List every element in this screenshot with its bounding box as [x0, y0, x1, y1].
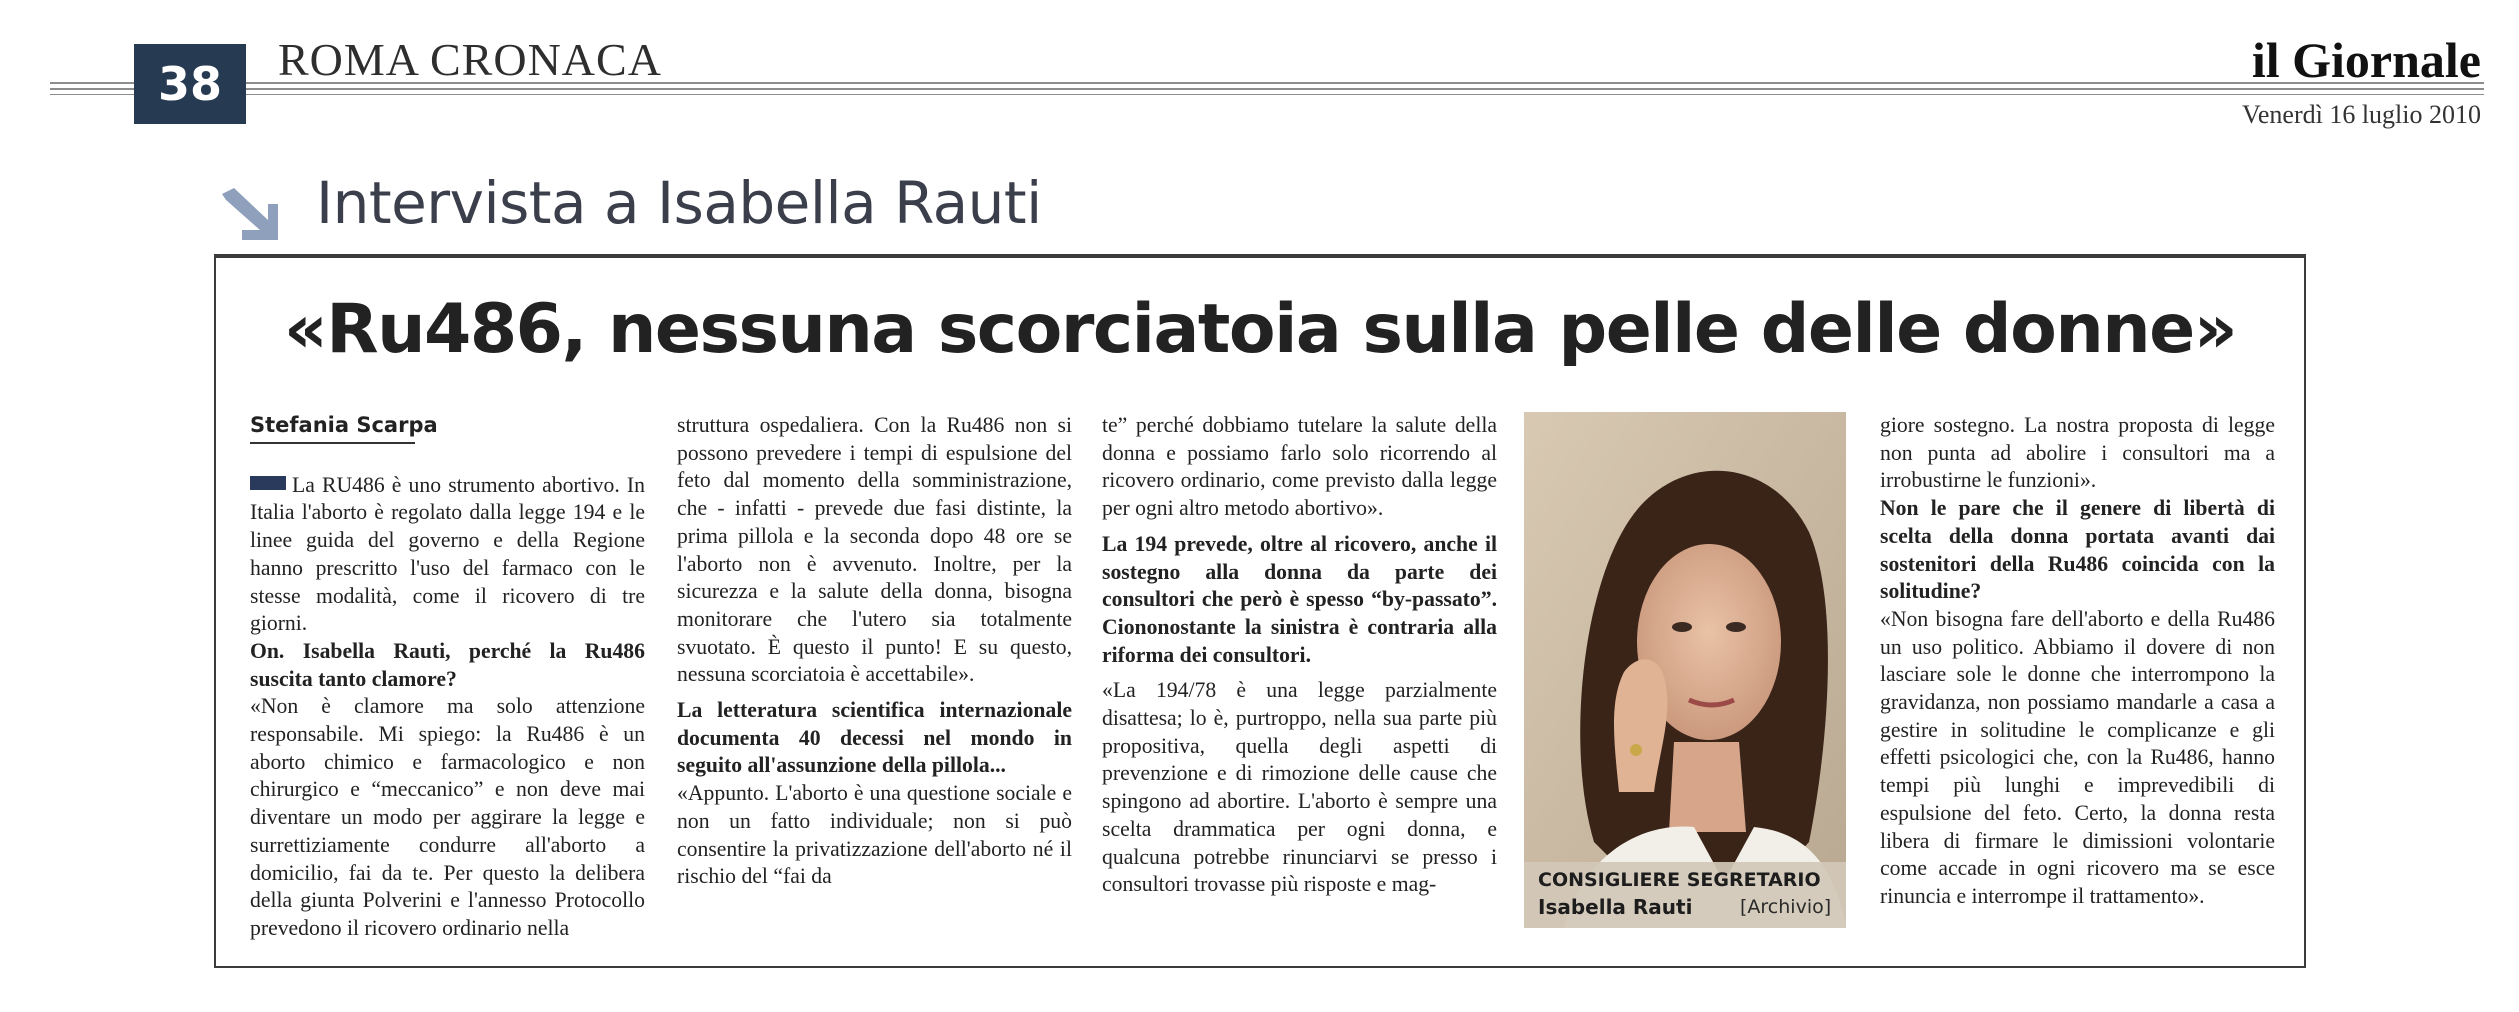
lead-marker — [250, 476, 286, 490]
article-headline: «Ru486, nessuna scorciatoia sulla pelle delle donne» — [283, 290, 2237, 369]
issue-date: Venerdì 16 luglio 2010 — [2241, 100, 2481, 129]
question-1: On. Isabella Rauti, perché la Ru486 suscita tanto clamore? — [250, 638, 645, 691]
answer-4: «Non bisogna fare dell'aborto e della Ru486 un uso politico. Abbiamo il dovere di non lasciare sole le donne che interrompono la gravidanza, non possiamo mandarle a casa a gestire in solitudine le complicanze e gli effetti psicologici che, con la Ru486, hanno tempi più lunghi e imprevedibili di espulsione del feto. Certo, la donna resta libera di firmare le dimissioni volontarie come accade in ogni ricovero ma se esce rinuncia e interrompe il trattamento». — [1880, 606, 2275, 908]
photo-caption-name: Isabella Rauti — [1538, 895, 1693, 919]
article-column-1 — [250, 412, 645, 943]
article-column-2 — [677, 412, 1072, 891]
lead-text: La RU486 è uno strumento abortivo. In Italia l'aborto è regolato dalla legge 194 e le linee guida del governo e della Regione hanno prescritto l'uso del farmaco con le stesse modalità, come il ricovero di tre giorni. — [250, 472, 645, 636]
arrow-down-right-icon — [218, 186, 282, 242]
photo-credit: [Archivio] — [1740, 896, 1832, 918]
masthead-logo: il Giornale — [2251, 32, 2481, 88]
section-title: ROMA CRONACA — [278, 34, 662, 85]
article-column-3 — [1102, 412, 1497, 899]
header-rule-bottom — [50, 94, 2484, 95]
article-kicker: Intervista a Isabella Rauti — [316, 169, 1042, 237]
portrait-photo — [1524, 412, 1846, 928]
byline: Stefania Scarpa — [250, 412, 415, 444]
answer-1-continued: struttura ospedaliera. Con la Ru486 non si possono prevedere i tempi di espulsione del feto dal momento della somministrazione, che - infatti - prevede due fasi distinte, la prima pillola e la seconda dopo 48 ore se l'aborto non è avvenuto. Inoltre, per la sicurezza e la salute della donna, bisogna monitorare che l'utero sia totalmente svuotato. È questo il punto! E su questo, nessuna scorciatoia è accettabile». — [677, 413, 1072, 687]
page-number: 38 — [134, 44, 246, 124]
answer-2-continued: te” perché dobbiamo tutelare la salute della donna e possiamo farlo solo ricorrendo al ricovero ordinario, come previsto dalla legge per ogni altro metodo abortivo». — [1102, 413, 1497, 521]
answer-3: «La 194/78 è una legge parzialmente disattesa; lo è, purtroppo, nella sua parte più propositiva, quella degli aspetti di prevenzione e di rimozione delle cause che spingono ad abortire. L'aborto è sempre una scelta drammatica per ogni donna, e qualcuna potrebbe rinunciarvi se presso i consultori trovasse più risposte e mag- — [1102, 678, 1497, 897]
article-column-4 — [1880, 412, 2275, 911]
lead-paragraph — [250, 472, 645, 638]
photo-caption-title: CONSIGLIERE SEGRETARIO — [1538, 869, 1821, 891]
question-3: La 194 prevede, oltre al ricovero, anche il sostegno alla donna da parte dei consultori che però è spesso “by-passato”. Ciononostante la sinistra è contraria alla riforma dei consultori. — [1102, 531, 1497, 667]
question-2: La letteratura scientifica internazionale documenta 40 decessi nel mondo in seguito all'assunzione della pillola... — [677, 698, 1072, 778]
answer-3-continued: giore sostegno. La nostra proposta di legge non punta ad abolire i consultori ma a irrobustirne le funzioni». — [1880, 413, 2275, 493]
answer-1: «Non è clamore ma solo attenzione responsabile. Mi spiego: la Ru486 è un aborto chimico e farmacologico e non chirurgico e “meccanico” e non deve mai diventare un modo per aggirare la legge e surrettiziamente condurre all'aborto a domicilio, fai da te. Per questo la delibera della giunta Polverini e l'annesso Protocollo prevedono il ricovero ordinario nella — [250, 694, 645, 940]
question-4: Non le pare che il genere di libertà di scelta della donna portata avanti dai sostenitori della Ru486 coincida con la solitudine? — [1880, 496, 2275, 604]
answer-2: «Appunto. L'aborto è una questione sociale e non un fatto individuale; non si può consentire la privatizzazione dell'aborto né il rischio del “fai da — [677, 781, 1072, 889]
